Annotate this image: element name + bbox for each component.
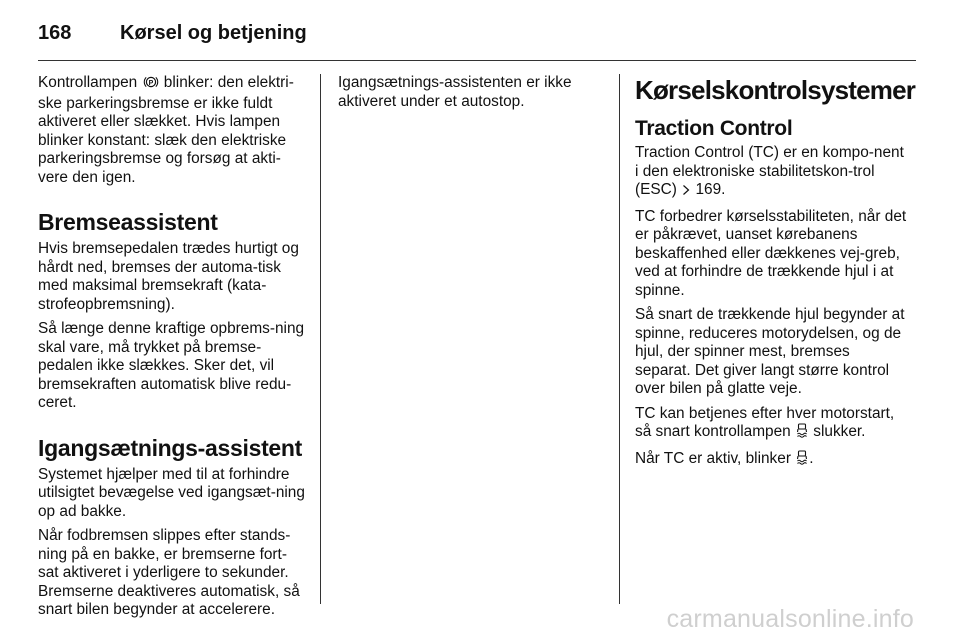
- paragraph-tc-operate: TC kan betjenes efter hver motorstart, så snart kontrollampen slukker.: [635, 405, 907, 444]
- heading-traction-control: Traction Control: [635, 117, 793, 140]
- traction-control-icon: [796, 423, 808, 444]
- paragraph-tc-active: Når TC er aktiv, blinker .: [635, 450, 907, 471]
- column-divider-1: [320, 74, 321, 604]
- heading-hill-start-assist: Igangsætnings-assistent: [38, 434, 303, 461]
- column-1: [38, 74, 306, 626]
- page-header: [38, 18, 307, 48]
- paragraph-autostop-note: Igangsætnings-assistenten er ikke aktiveret under et autostop.: [338, 74, 572, 110]
- traction-control-icon: [796, 450, 808, 471]
- paragraph-parking-brake-lamp: Kontrollampen P blinker: den elektri-ske parkeringsbremse er ikke fuldt aktiveret eller slækket. Hvis lampen blinker konstant: slæk den elektriske parkeringsbremse og forsøg at akti-vere den igen.: [38, 74, 294, 186]
- page-title: Kørsel og betjening: [120, 21, 307, 44]
- header-divider: [38, 60, 916, 61]
- paragraph-hill-start-1: Systemet hjælper med til at forhindre utilsigtet bevægelse ved igangsæt-ning op ad bakke.: [38, 465, 305, 520]
- svg-text:P: P: [148, 80, 153, 87]
- page-number: 168: [38, 21, 72, 44]
- heading-brake-assist: Bremseassistent: [38, 209, 218, 235]
- paragraph-tc-spin: Så snart de trækkende hjul begynder at spinne, reduceres motorydelsen, og de hjul, der spinner mest, bremses separat. Det giver langt større kontrol over bilen på glatte veje.: [635, 306, 905, 397]
- page-reference[interactable]: 169.: [695, 181, 726, 198]
- column-divider-2: [619, 74, 620, 604]
- paragraph-brake-assist-1: Hvis bremsepedalen trædes hurtigt og hårdt ned, bremses der automa-tisk med maksimal bremsekraft (kata-strofeopbremsning).: [38, 240, 299, 313]
- paragraph-tc-intro: Traction Control (TC) er en kompo-nent i den elektroniske stabilitetskon-trol (ESC) 169.: [635, 144, 907, 202]
- column-3: [635, 74, 916, 476]
- parking-brake-warning-icon: [143, 75, 159, 95]
- paragraph-brake-assist-2: Så længe denne kraftige opbrems-ning skal vare, må trykket på bremse-pedalen ikke slækkes. Sker det, vil bremsekraften automatisk blive redu-ceret.: [38, 320, 305, 411]
- heading-driving-control-systems: Kørselskontrolsystemer: [635, 75, 916, 105]
- paragraph-tc-stability: TC forbedrer kørselsstabiliteten, når det er påkrævet, uanset kørebanens beskaffenhed eller dækkenes vej-greb, ved at forhindre de trækkende hjul i at spinne.: [635, 207, 907, 299]
- column-2: [338, 74, 603, 117]
- watermark: carmanualsonline.info: [666, 605, 914, 633]
- paragraph-hill-start-2: Når fodbremsen slippes efter stands-ning på en bakke, er bremserne fort-sat aktiveret i yderligere to sekunder. Bremserne deaktiveres automatisk, så snart bilen begynder at accelerere.: [38, 527, 300, 618]
- reference-arrow-icon: [682, 183, 690, 202]
